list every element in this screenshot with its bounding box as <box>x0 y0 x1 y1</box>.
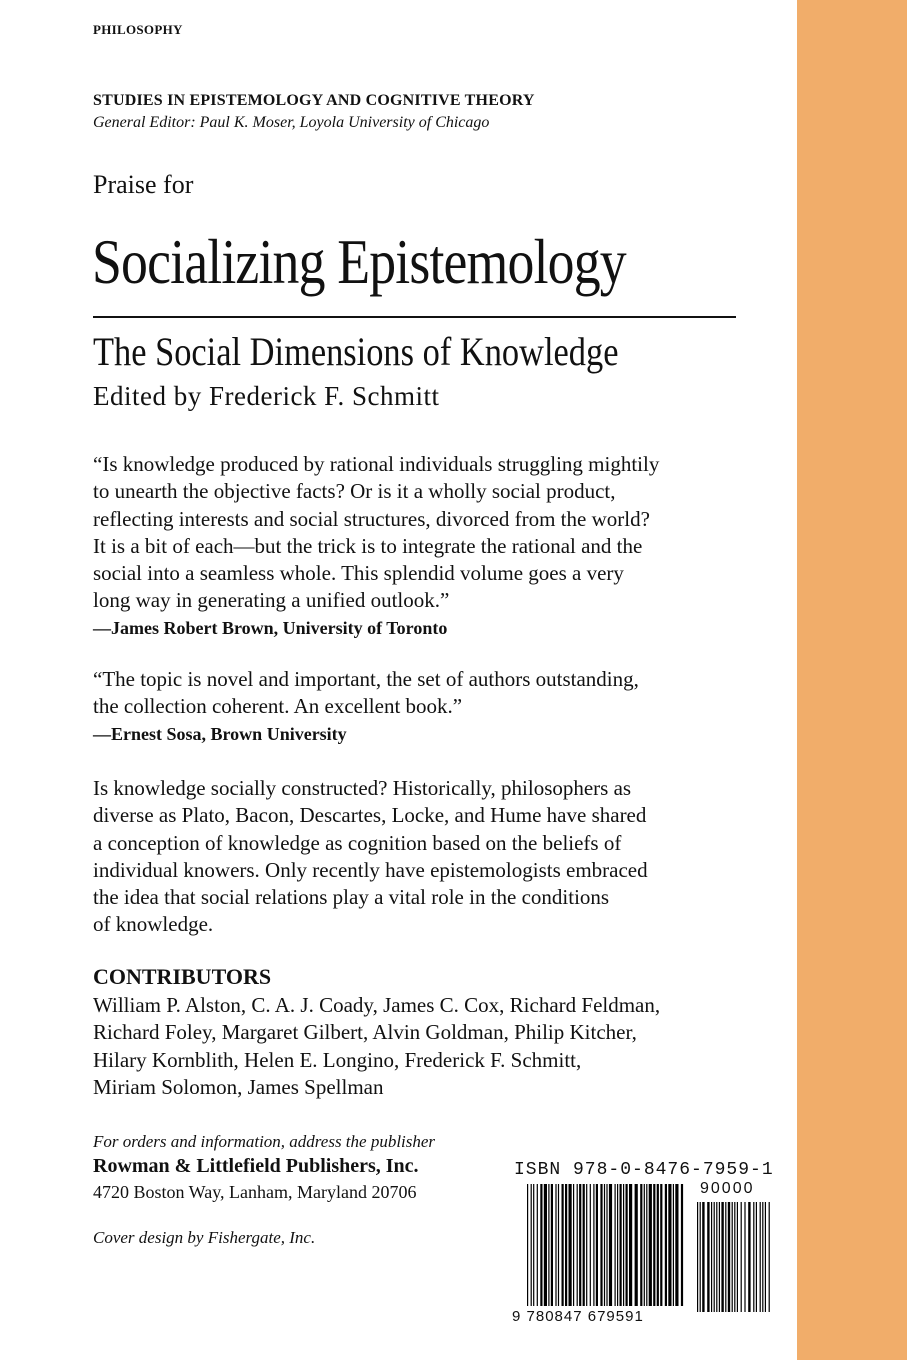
description-line: Is knowledge socially constructed? Historically, philosophers as <box>93 776 632 800</box>
barcode-bar <box>640 1184 642 1306</box>
series-editor: General Editor: Paul K. Moser, Loyola University of Chicago <box>93 114 490 131</box>
barcode-bar <box>527 1184 528 1306</box>
quote-line: long way in generating a unified outlook.” <box>93 588 450 613</box>
barcode-bar <box>551 1184 553 1306</box>
isbn-label: ISBN 978-0-8476-7959-1 <box>514 1160 774 1180</box>
barcode-addon-bar <box>697 1202 698 1312</box>
contributors-line: Richard Foley, Margaret Gilbert, Alvin Goldman, Philip Kitcher, <box>93 1020 637 1045</box>
barcode-bar <box>565 1184 567 1306</box>
barcode-bar <box>681 1184 683 1306</box>
barcode-bar <box>629 1184 632 1306</box>
barcode-bar <box>604 1184 605 1306</box>
barcode-bar <box>562 1184 564 1306</box>
description-line: of knowledge. <box>93 912 214 937</box>
barcode-bar <box>675 1184 678 1306</box>
description-line: the idea that social relations play a vital role in the conditions <box>93 885 610 910</box>
quote-attribution: —James Robert Brown, University of Toronto <box>93 617 448 638</box>
quote-brown <box>93 451 793 642</box>
barcode-bar <box>537 1184 538 1306</box>
barcode-bar <box>673 1184 674 1306</box>
barcode-addon-number: 90000 <box>700 1180 755 1197</box>
title-divider <box>93 316 736 318</box>
barcode-addon-bar <box>711 1202 712 1312</box>
barcode-addon-bar <box>765 1202 766 1312</box>
contributors-line: Hilary Kornblith, Helen E. Longino, Frederick F. Schmitt, <box>93 1047 582 1072</box>
barcode-bar <box>548 1184 549 1306</box>
description-line: a conception of knowledge as cognition based on the beliefs of <box>93 830 622 855</box>
barcode-bar <box>600 1184 602 1306</box>
quote-line: the collection coherent. An excellent book.” <box>93 694 463 719</box>
quote-line: reflecting interests and social structures, divorced from the world? <box>93 506 650 531</box>
contributors-line: William P. Alston, C. A. J. Coady, James C. Cox, Richard Feldman, <box>93 993 661 1017</box>
barcode-bar <box>586 1184 587 1306</box>
barcode-bar <box>668 1184 671 1306</box>
barcode-addon-bar <box>737 1202 738 1312</box>
quote-sosa <box>93 666 793 748</box>
barcode-addon-bar <box>728 1202 730 1312</box>
barcode-bar <box>644 1184 645 1306</box>
description-line: diverse as Plato, Bacon, Descartes, Locke, and Hume have shared <box>93 803 647 828</box>
barcode-addon-bar <box>714 1202 715 1312</box>
book-description <box>93 775 793 939</box>
barcode-addon-bar <box>769 1202 770 1312</box>
barcode-bar <box>555 1184 556 1306</box>
category-label: PHILOSOPHY <box>93 22 183 37</box>
barcode-bar <box>544 1184 547 1306</box>
book-title: Socializing Epistemology <box>92 226 626 297</box>
barcode-bar <box>531 1184 532 1306</box>
barcode-addon-bar <box>719 1202 720 1312</box>
barcode-bar <box>653 1184 655 1306</box>
quote-line: “The topic is novel and important, the set of authors outstanding, <box>93 667 639 691</box>
barcode-bar <box>635 1184 638 1306</box>
barcode-bar <box>533 1184 534 1306</box>
barcode-number: 9 780847 679591 <box>512 1308 644 1325</box>
barcode-addon-bar <box>756 1202 757 1312</box>
barcode-addon-bar <box>753 1202 754 1312</box>
quote-attribution: —Ernest Sosa, Brown University <box>93 723 347 744</box>
book-spine <box>797 0 907 1360</box>
barcode-bar <box>626 1184 628 1306</box>
contributors-list <box>93 992 793 1101</box>
quote-line: It is a bit of each—but the trick is to integrate the rational and the <box>93 533 643 558</box>
publisher-address: 4720 Boston Way, Lanham, Maryland 20706 <box>93 1182 417 1202</box>
barcode-addon-bar <box>734 1202 735 1312</box>
contributors-heading: CONTRIBUTORS <box>93 964 272 989</box>
cover-design-credit: Cover design by Fishergate, Inc. <box>93 1228 316 1247</box>
barcode-bar <box>590 1184 591 1306</box>
barcode-addon-bar <box>721 1202 723 1312</box>
orders-info: For orders and information, address the publisher <box>93 1132 436 1151</box>
barcode-addon-bar <box>762 1202 763 1312</box>
barcode-addon-bar <box>700 1202 701 1312</box>
quote-line: to unearth the objective facts? Or is it a wholly social product, <box>93 479 616 504</box>
barcode-addon-bar <box>716 1202 717 1312</box>
book-subtitle: The Social Dimensions of Knowledge <box>93 329 619 374</box>
barcode-bar <box>596 1184 598 1306</box>
barcode-addon-bar <box>725 1202 726 1312</box>
barcode-bar <box>646 1184 647 1306</box>
barcode-bar <box>573 1184 574 1306</box>
barcode-bar <box>609 1184 612 1306</box>
edited-by: Edited by Frederick F. Schmitt <box>93 381 440 411</box>
barcode-bar <box>617 1184 618 1306</box>
series-name: STUDIES IN EPISTEMOLOGY AND COGNITIVE THEORY <box>93 92 535 109</box>
description-line: individual knowers. Only recently have epistemologists embraced <box>93 857 648 882</box>
barcode-bar <box>540 1184 542 1306</box>
publisher-name: Rowman & Littlefield Publishers, Inc. <box>93 1155 419 1177</box>
barcode-bar <box>593 1184 594 1306</box>
contributors-line: Miriam Solomon, James Spellman <box>93 1074 384 1099</box>
barcode-addon-bar <box>760 1202 761 1312</box>
quote-line: “Is knowledge produced by rational individuals struggling mightily <box>93 452 660 476</box>
barcode-bar <box>558 1184 559 1306</box>
barcode-addon-bar <box>732 1202 733 1312</box>
barcode-addon-bar <box>748 1202 750 1312</box>
barcode-bar <box>583 1184 585 1306</box>
barcode-bar <box>579 1184 581 1306</box>
barcode-bar <box>623 1184 624 1306</box>
barcode-bar <box>569 1184 572 1306</box>
barcode-bar <box>660 1184 662 1306</box>
barcode-bar <box>665 1184 667 1306</box>
barcode <box>525 1184 772 1324</box>
barcode-addon-bar <box>707 1202 709 1312</box>
barcode-bar <box>657 1184 659 1306</box>
barcode-bar <box>606 1184 607 1306</box>
praise-heading: Praise for <box>93 170 194 199</box>
quote-line: social into a seamless whole. This splendid volume goes a very <box>93 561 624 586</box>
barcode-addon-bar <box>702 1202 704 1312</box>
barcode-addon-bar <box>744 1202 745 1312</box>
barcode-bar <box>620 1184 622 1306</box>
barcode-bar <box>577 1184 578 1306</box>
barcode-bar <box>649 1184 652 1306</box>
barcode-addon-bar <box>741 1202 742 1312</box>
barcode-bar <box>615 1184 616 1306</box>
